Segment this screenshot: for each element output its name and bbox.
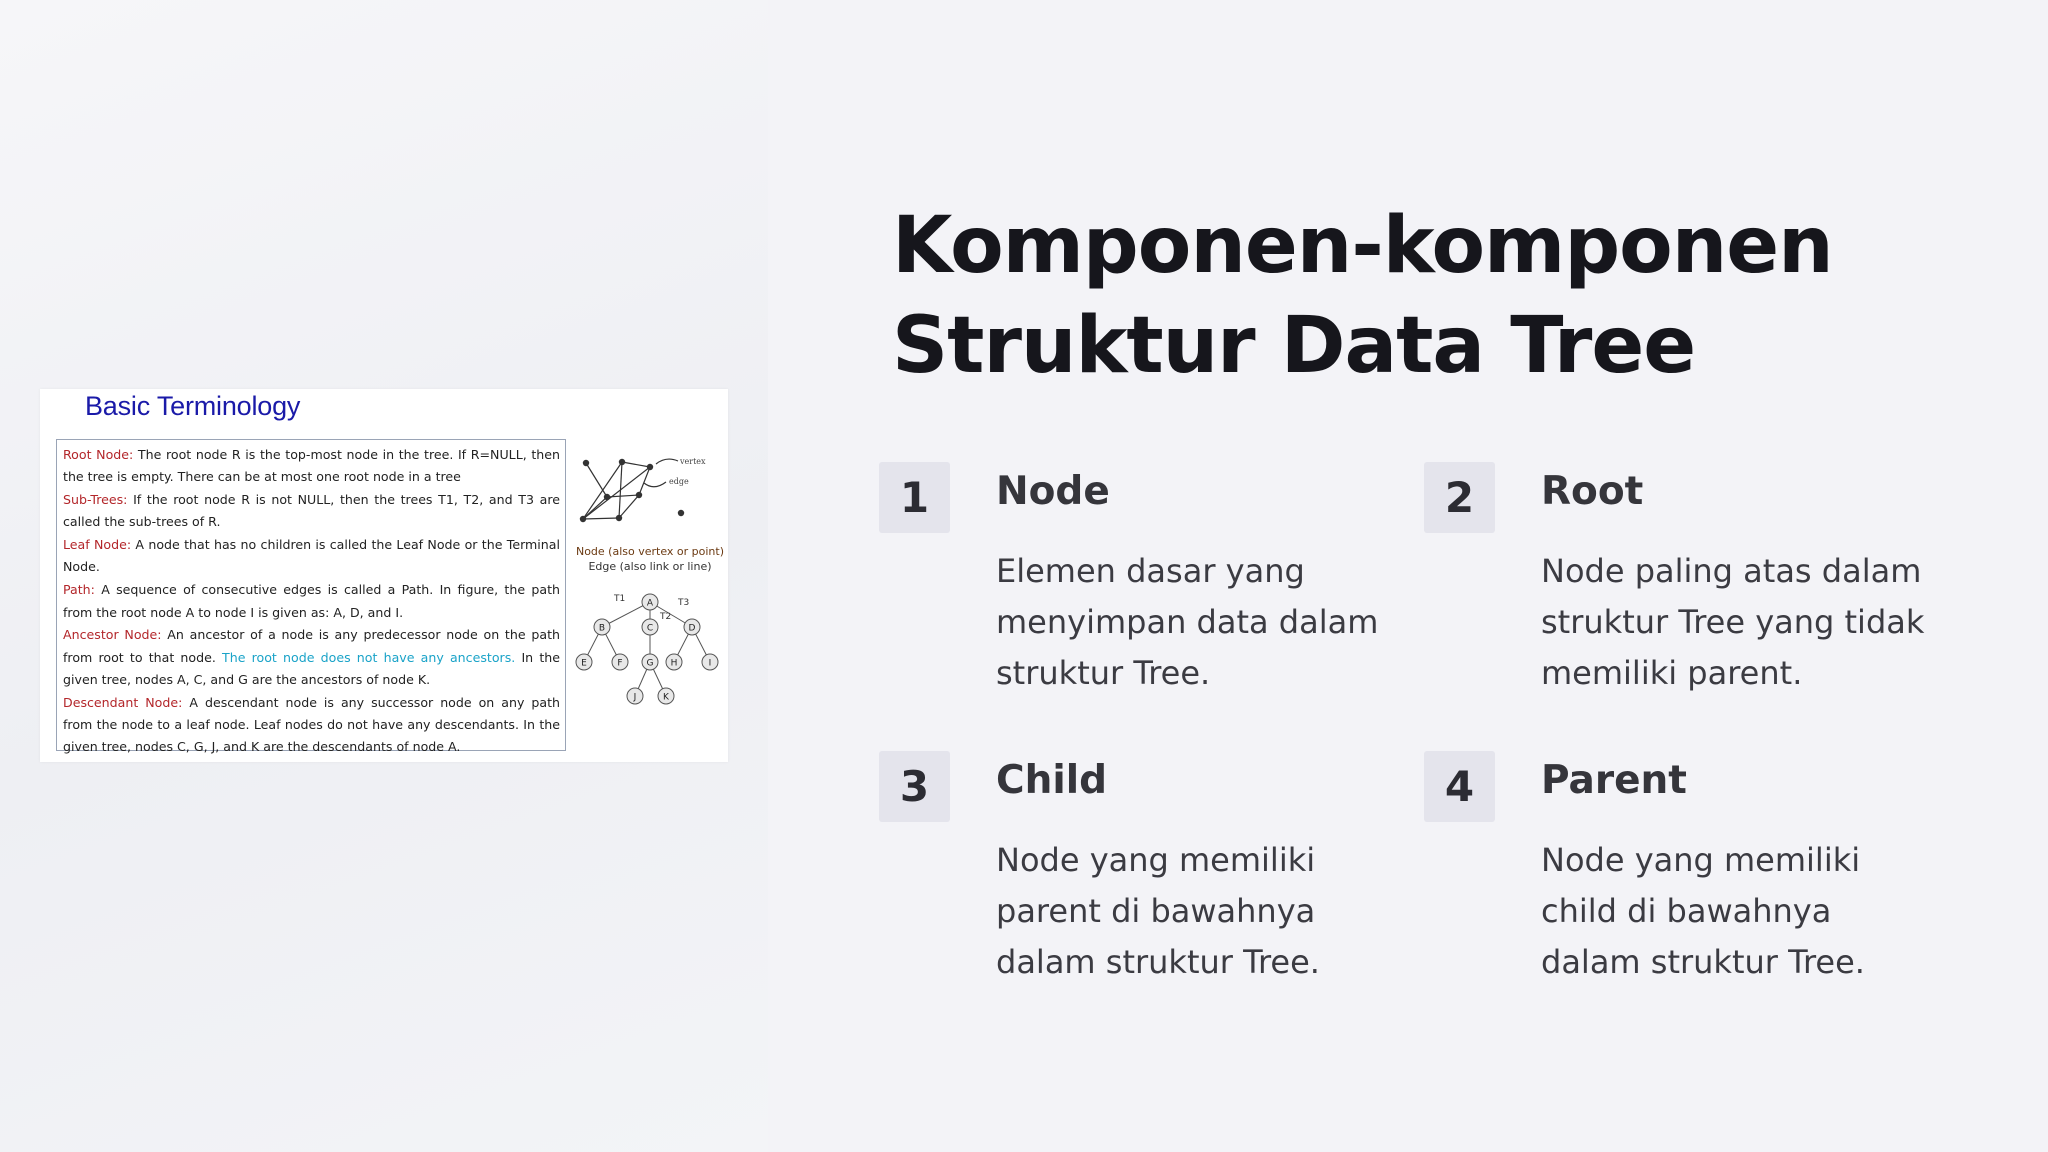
term-descendant-node: Descendant Node: (63, 694, 183, 710)
tree-node-c: C (646, 623, 654, 634)
ref-para-path (63, 579, 560, 624)
item-description: Elemen dasar yang menyimpan data dalam struktur Tree. (996, 552, 1379, 692)
def-ancestor-tail: In the given tree, nodes A, C, and G are the ancestors of node K. (63, 649, 560, 687)
term-path: Path: (63, 582, 95, 598)
item-number-badge: 1 (879, 462, 950, 533)
ref-para-root (63, 444, 560, 489)
page-title-line-1: Komponen-komponen (892, 201, 1833, 291)
page-title-line-2: Struktur Data Tree (892, 301, 1696, 391)
ref-definitions (56, 439, 566, 755)
tree-node-j: J (633, 692, 637, 703)
tree-node-k: K (663, 692, 669, 703)
tree-label-t3: T3 (678, 598, 690, 608)
item-number-badge: 4 (1424, 751, 1495, 822)
def-root-node: The root node R is the top-most node in the tree. If R=NULL, then the tree is empty. There can be at most one root node in a tree (63, 447, 560, 485)
def-descendant-node: A descendant node is any successor node on any path from the node to a leaf node. Leaf nodes do not have any descendants. In the given tree, nodes C, G, J, and K are the descendants of node A. (63, 694, 561, 755)
item-title: Parent (1541, 758, 1687, 803)
def-leaf-node: A node that has no children is called the Leaf Node or the Terminal Node. (63, 537, 560, 575)
ref-title: Basic Terminology (85, 391, 301, 421)
item-number-badge: 3 (879, 751, 950, 822)
def-sub-trees: If the root node R is not NULL, then the trees T1, T2, and T3 are called the sub-trees of R. (63, 492, 560, 530)
ref-para-leaf (63, 534, 560, 579)
tree-node-i: I (708, 658, 712, 669)
item-description: Node yang memiliki child di bawahnya dalam struktur Tree. (1541, 841, 1865, 981)
tree-node-h: H (670, 658, 678, 669)
item-title: Child (996, 758, 1108, 803)
item-title: Root (1541, 469, 1644, 514)
ref-para-subtrees (63, 489, 560, 534)
item-description: Node paling atas dalam struktur Tree yang tidak memiliki parent. (1541, 552, 1925, 692)
item-number-badge: 2 (1424, 462, 1495, 533)
left-panel (0, 0, 768, 1152)
tree-node-e: E (581, 658, 587, 669)
item-description: Node yang memiliki parent di bawahnya dalam struktur Tree. (996, 841, 1320, 981)
term-leaf-node: Leaf Node: (63, 537, 132, 553)
caption-edge: Edge (also link or line) (588, 560, 712, 573)
page-title (892, 196, 1992, 396)
ref-para-ancestor (63, 624, 560, 691)
caption-node: Node (also vertex or point) (575, 545, 725, 558)
tree-node-g: G (646, 658, 654, 669)
tree-node-b: B (598, 623, 606, 634)
term-root-node: Root Node: (63, 447, 134, 462)
def-path: A sequence of consecutive edges is called a Path. In figure, the path from the root node A to node I is given as: A, D, and I. (63, 582, 560, 620)
term-sub-trees: Sub-Trees: (63, 492, 128, 508)
ref-para-descendant (63, 692, 560, 759)
tree-node-d: D (688, 623, 696, 634)
vertex-label: vertex (680, 457, 706, 466)
tree-node-f: F (617, 658, 623, 669)
tree-diagram (574, 587, 726, 717)
tree-label-t2: T2 (660, 612, 672, 622)
item-title: Node (996, 469, 1110, 514)
edge-label: edge (669, 477, 689, 486)
def-ancestor-highlight: The root node does not have any ancestors. (222, 649, 516, 665)
term-ancestor-node: Ancestor Node: (63, 627, 162, 643)
graph-caption (574, 544, 726, 574)
graph-diagram (574, 447, 726, 557)
tree-label-t1: T1 (614, 594, 626, 604)
tree-node-a: A (646, 598, 654, 609)
basic-terminology-image (40, 389, 728, 762)
def-ancestor-node: An ancestor of a node is any predecessor node on the path from root to that node. (63, 627, 560, 665)
